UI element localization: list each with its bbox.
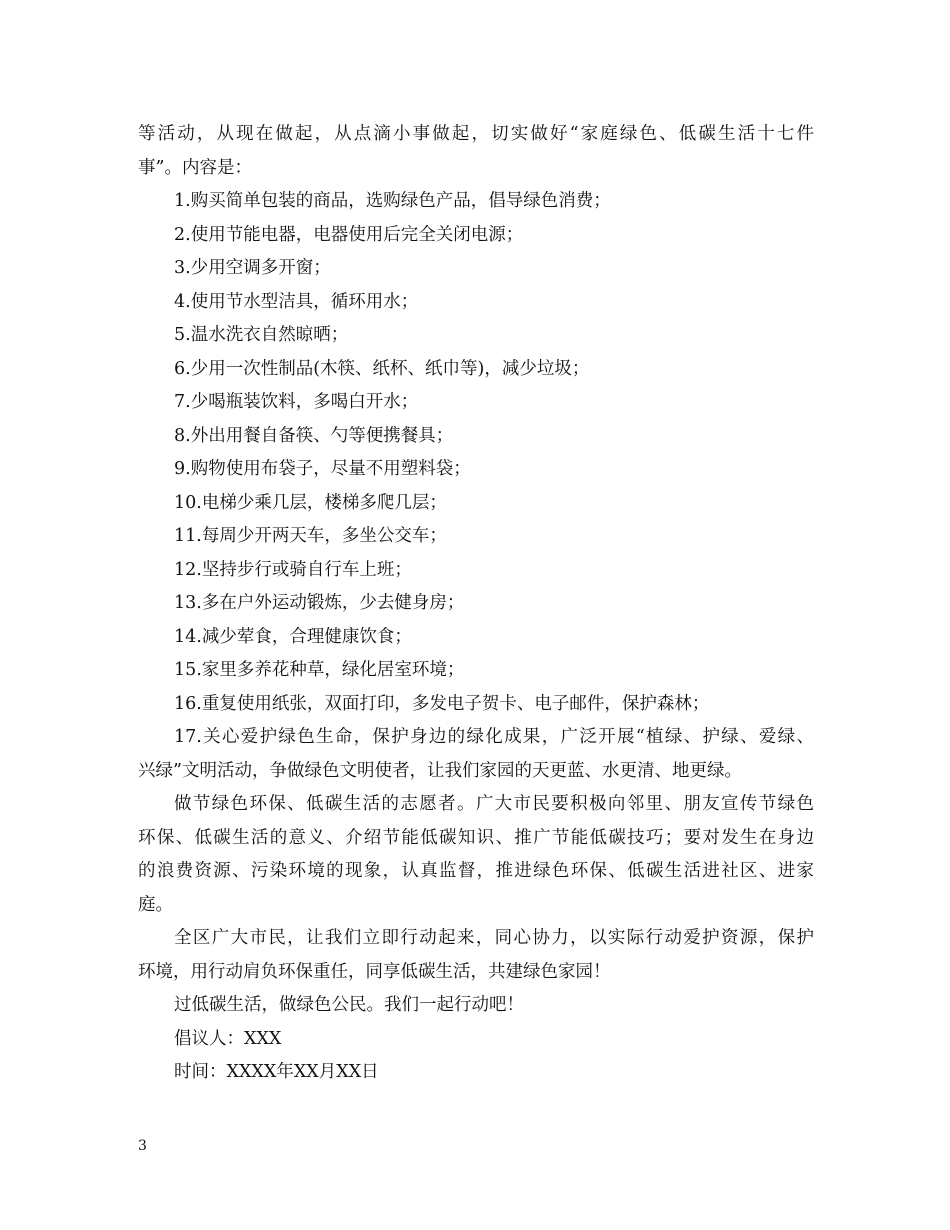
document-body xyxy=(138,118,814,1090)
text-line: 11.每周少开两天车，多坐公交车； xyxy=(174,526,447,546)
text-line: 9.购物使用布袋子，尽量不用塑料袋； xyxy=(174,459,471,479)
text-line: 10.电梯少乘几层，楼梯多爬几层； xyxy=(174,492,447,513)
text-line: 兴绿”文明活动，争做绿色文明使者，让我们家园的天更蓝、水更清、地更绿。 xyxy=(138,760,742,781)
text-line: 环保、低碳生活的意义、介绍节能低碳知识、推广节能低碳技巧；要对发生在身边 xyxy=(138,827,814,848)
text-line: 时间：XXXX年XX月XX日 xyxy=(174,1062,379,1082)
text-line: 15.家里多养花种草，绿化居室环境； xyxy=(174,660,465,680)
text-line: 等活动，从现在做起，从点滴小事做起，切实做好“家庭绿色、低碳生活十七件 xyxy=(138,124,814,144)
text-line: 2.使用节能电器，电器使用后完全关闭电源； xyxy=(174,224,524,245)
text-line: 庭。 xyxy=(138,894,173,915)
text-line: 环境，用行动肩负环保重任，同享低碳生活，共建绿色家园！ xyxy=(138,961,611,982)
text-line: 14.减少荤食，合理健康饮食； xyxy=(174,626,412,647)
text-line: 7.少喝瓶装饮料，多喝白开水； xyxy=(174,392,419,412)
text-line: 16.重复使用纸张，双面打印，多发电子贺卡、电子邮件，保护森林； xyxy=(174,693,710,714)
text-line: 5.温水洗衣自然晾晒； xyxy=(174,325,349,345)
page-number: 3 xyxy=(138,1138,147,1154)
text-line: 做节绿色环保、低碳生活的志愿者。广大市民要积极向邻里、朋友宣传节绿色 xyxy=(174,794,814,814)
text-line: 过低碳生活，做绿色公民。我们一起行动吧！ xyxy=(174,995,524,1015)
text-line: 8.外出用餐自备筷、勺等便携餐具； xyxy=(174,425,454,446)
text-line: 6.少用一次性制品(木筷、纸杯、纸巾等)，减少垃圾； xyxy=(174,358,590,379)
text-line: 13.多在户外运动锻炼，少去健身房； xyxy=(174,593,465,613)
text-line: 1.购买简单包装的商品，选购绿色产品，倡导绿色消费； xyxy=(174,191,611,211)
text-line: 3.少用空调多开窗； xyxy=(174,258,331,278)
text-line: 17.关心爱护绿色生命，保护身边的绿化成果，广泛开展“植绿、护绿、爱绿、 xyxy=(174,727,814,747)
text-line: 事”。内容是： xyxy=(138,157,252,178)
text-line: 的浪费资源、污染环境的现象，认真监督，推进绿色环保、低碳生活进社区、进家 xyxy=(138,861,814,881)
text-line: 4.使用节水型洁具，循环用水； xyxy=(174,291,419,312)
text-line: 12.坚持步行或骑自行车上班； xyxy=(174,559,412,580)
text-line: 全区广大市民，让我们立即行动起来，同心协力，以实际行动爱护资源，保护 xyxy=(174,928,814,948)
text-line: 倡议人：XXX xyxy=(174,1028,282,1049)
